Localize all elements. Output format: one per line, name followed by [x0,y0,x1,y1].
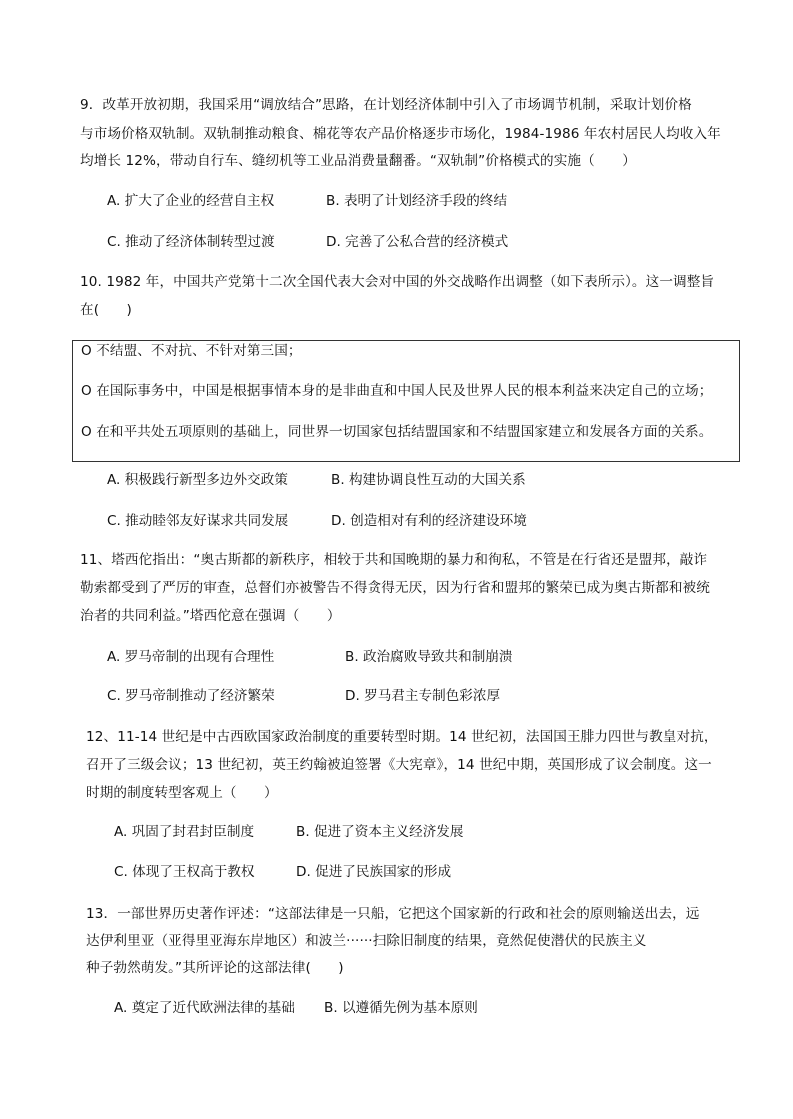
q10-table-row-3: O 在和平共处五项原则的基础上，同世界一切国家包括结盟国家和不结盟国家建立和发展各方面的关系。 [81,424,713,440]
q13-line-3: 种子勃然萌发。”其所评论的这部法律( ) [86,960,344,976]
q10-option-b[interactable]: B. 构建协调良性互动的大国关系 [331,472,526,488]
q10-line-1: 10. 1982 年，中国共产党第十二次全国代表大会对中国的外交战略作出调整（如下表所示）。这一调整旨 [80,274,715,290]
q12-option-c[interactable]: C. 体现了王权高于教权 [114,864,255,880]
q9-line-2: 与市场价格双轨制。双轨制推动粮食、棉花等农产品价格逐步市场化，1984-1986 年农村居民人均收入年 [80,126,721,142]
q11-line-3: 治者的共同利益。”塔西佗意在强调（ ） [80,608,341,624]
q9-option-d[interactable]: D. 完善了公私合营的经济模式 [326,234,509,250]
q11-line-1: 11、塔西佗指出：“奥古斯都的新秩序，相较于共和国晚期的暴力和徇私，不管是在行省还是盟邦，敲诈 [80,552,708,568]
q13-option-a[interactable]: A. 奠定了近代欧洲法律的基础 [114,1000,295,1016]
q12-line-3: 时期的制度转型客观上（ ） [86,785,278,801]
q10-option-a[interactable]: A. 积极践行新型多边外交政策 [107,472,288,488]
q12-option-b[interactable]: B. 促进了资本主义经济发展 [296,824,464,840]
q9-line-3: 均增长 12%，带动自行车、缝纫机等工业品消费量翻番。“双轨制”价格模式的实施（ ） [80,153,636,169]
q11-line-2: 勒索都受到了严厉的审查，总督们亦被警告不得贪得无厌，因为行省和盟邦的繁荣已成为奥古斯都和被统 [80,580,710,596]
q13-option-b[interactable]: B. 以遵循先例为基本原则 [324,1000,478,1016]
q12-option-a[interactable]: A. 巩固了封君封臣制度 [114,824,255,840]
q13-line-1: 13．一部世界历史著作评述：“这部法律是一只船，它把这个国家新的行政和社会的原则输送出去，远 [86,906,700,922]
q12-line-2: 召开了三级会议；13 世纪初，英王约翰被迫签署《大宪章》，14 世纪中期，英国形成了议会制度。这一 [86,757,712,773]
q11-option-b[interactable]: B. 政治腐败导致共和制崩溃 [345,649,513,665]
q10-option-d[interactable]: D. 创造相对有利的经济建设环境 [331,513,527,529]
q10-option-c[interactable]: C. 推动睦邻友好谋求共同发展 [107,513,289,529]
q11-option-c[interactable]: C. 罗马帝制推动了经济繁荣 [107,688,275,704]
q11-option-a[interactable]: A. 罗马帝制的出现有合理性 [107,649,275,665]
q11-option-d[interactable]: D. 罗马君主专制色彩浓厚 [345,688,501,704]
q9-option-b[interactable]: B. 表明了计划经济手段的终结 [326,193,508,209]
q10-table-row-2: O 在国际事务中，中国是根据事情本身的是非曲直和中国人民及世界人民的根本利益来决定自己的立场； [81,383,713,399]
q12-line-1: 12、11-14 世纪是中古西欧国家政治制度的重要转型时期。14 世纪初，法国国王腓力四世与教皇对抗， [86,729,718,745]
q9-line-1: 9．改革开放初期，我国采用“调放结合”思路，在计划经济体制中引入了市场调节机制，采取计划价格 [80,97,692,113]
q9-option-a[interactable]: A. 扩大了企业的经营自主权 [107,193,275,209]
q9-option-c[interactable]: C. 推动了经济体制转型过渡 [107,234,275,250]
q13-line-2: 达伊利里亚（亚得里亚海东岸地区）和波兰······扫除旧制度的结果，竟然促使潜伏的民族主义 [86,933,647,949]
q10-table-row-1: O 不结盟、不对抗、不针对第三国； [81,343,302,359]
q10-line-2: 在( ) [80,302,132,318]
q12-option-d[interactable]: D. 促进了民族国家的形成 [296,864,452,880]
